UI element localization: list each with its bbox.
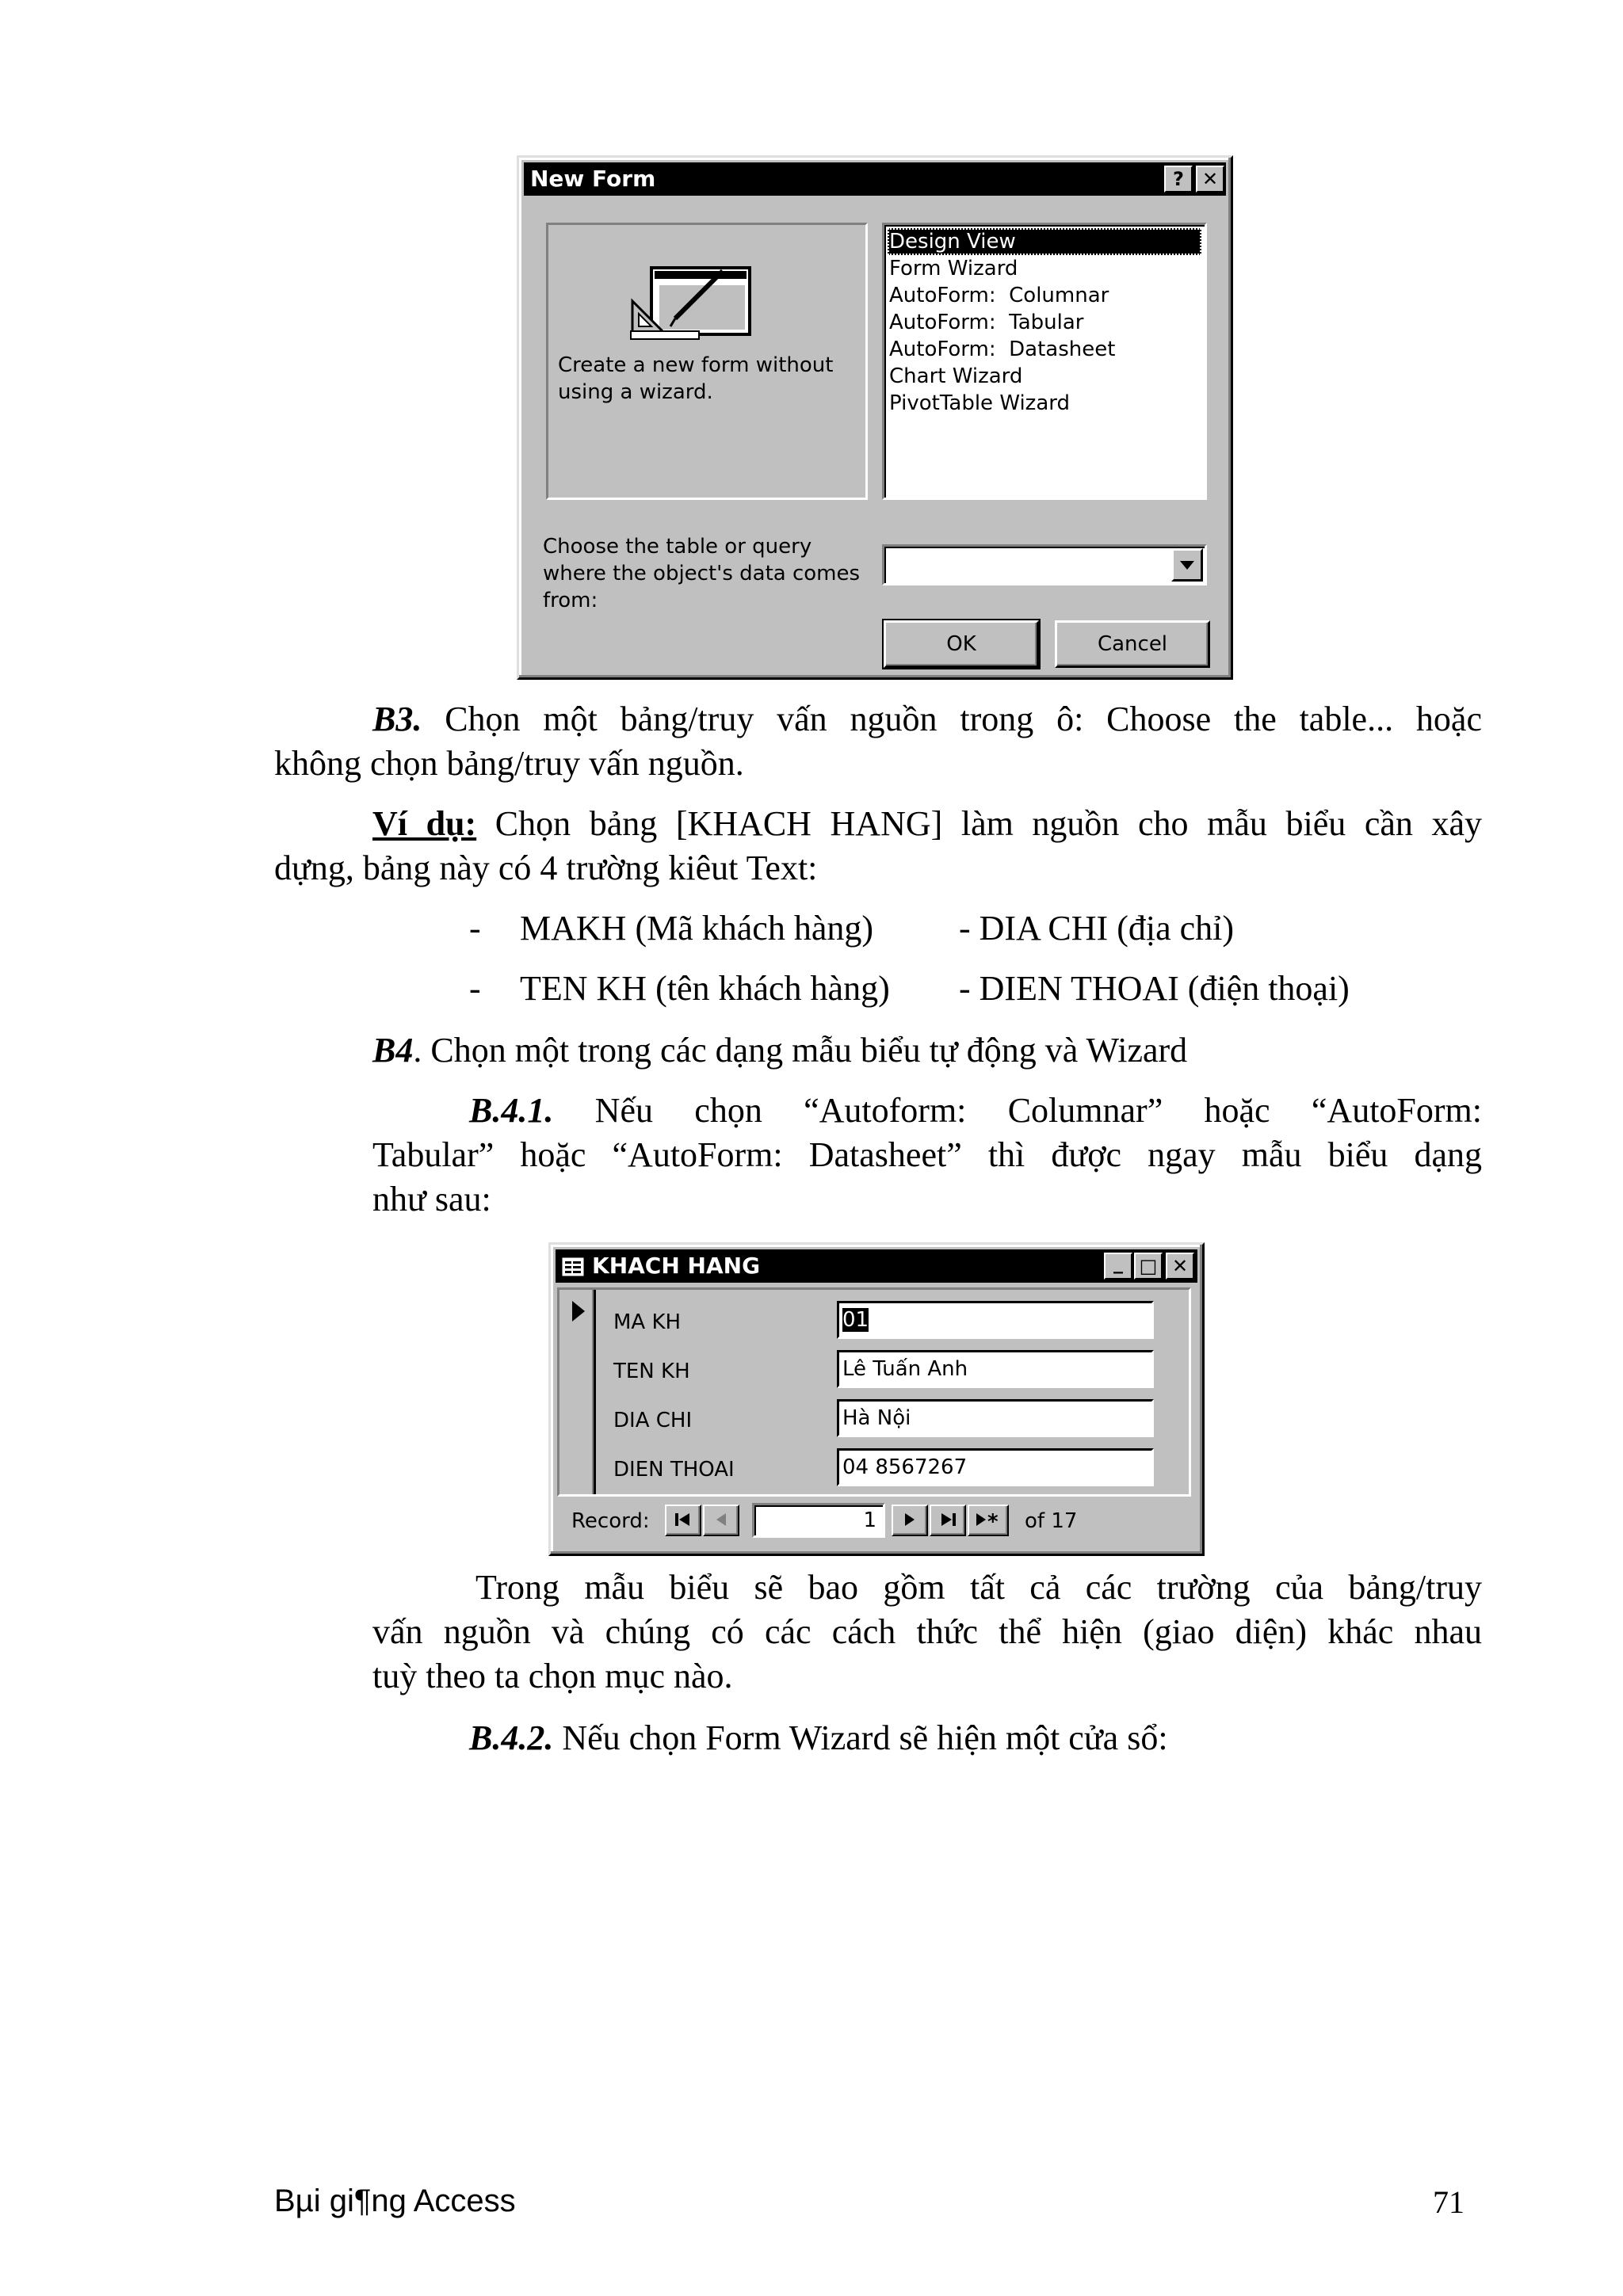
- b4-line: [372, 1028, 1482, 1073]
- minimize-button[interactable]: _: [1104, 1253, 1132, 1280]
- field-value: 01: [842, 1308, 869, 1332]
- record-total: of 17: [1025, 1509, 1078, 1533]
- record-number-value: 1: [863, 1508, 876, 1532]
- svg-text:*: *: [987, 1510, 999, 1533]
- b42-label: B.4.2.: [469, 1718, 554, 1757]
- field-textbox[interactable]: [837, 1448, 1154, 1486]
- next-record-icon: [894, 1506, 926, 1533]
- example-line1: [372, 802, 1482, 846]
- record-selector[interactable]: [559, 1290, 596, 1494]
- new-record-icon: [970, 1506, 1006, 1533]
- dialog-titlebar[interactable]: [524, 162, 1226, 196]
- field-textbox[interactable]: [837, 1399, 1154, 1437]
- after-form-line2: vấn nguồn và chúng có các cách thức thể hiện (giao diện) khác nhau: [372, 1612, 1482, 1651]
- field-row-2-right: - DIEN THOAI (điện thoại): [959, 969, 1350, 1008]
- source-combobox[interactable]: [882, 544, 1207, 585]
- last-record-icon: [932, 1506, 964, 1533]
- record-number-input[interactable]: [752, 1503, 885, 1538]
- example-text-1: Chọn bảng [KHACH HANG] làm nguồn cho mẫu biểu cần xây: [495, 804, 1483, 843]
- form-type-list[interactable]: [882, 223, 1207, 500]
- list-item[interactable]: AutoForm: Datasheet: [889, 338, 1116, 361]
- previous-record-icon: [705, 1506, 737, 1533]
- new-record-button[interactable]: [968, 1505, 1009, 1536]
- next-record-button[interactable]: [892, 1505, 928, 1536]
- field-textbox[interactable]: [837, 1350, 1154, 1388]
- chevron-down-icon[interactable]: [1171, 548, 1203, 582]
- field-label: DIA CHI: [613, 1409, 693, 1432]
- field-row-1-dash: -: [469, 909, 481, 948]
- list-item[interactable]: Chart Wizard: [889, 364, 1023, 388]
- record-navigation-bar: [557, 1500, 1191, 1544]
- b41-label: B.4.1.: [469, 1091, 554, 1130]
- b41-text-1: Nếu chọn “Autoform: Columnar” hoặc “AutoForm:: [594, 1091, 1482, 1130]
- after-form-line1: Trong mẫu biểu sẽ bao gồm tất cả các trường của bảng/truy: [475, 1568, 1482, 1607]
- last-record-button[interactable]: [930, 1505, 966, 1536]
- b3-text-1: Chọn một bảng/truy vấn nguồn trong ô: Choose the table... hoặc: [445, 700, 1482, 738]
- current-record-arrow-icon: [571, 1299, 586, 1323]
- b3-line2: không chọn bảng/truy vấn nguồn.: [274, 744, 744, 783]
- preview-description: Create a new form without using a wizard.: [558, 353, 834, 404]
- close-button[interactable]: ✕: [1166, 1253, 1194, 1280]
- first-record-button[interactable]: [665, 1505, 701, 1536]
- example-line2: dựng, bảng này có 4 trường kiêut Text:: [274, 849, 818, 887]
- b42-text: Nếu chọn Form Wizard sẽ hiện một cửa sổ:: [553, 1718, 1168, 1757]
- maximize-button[interactable]: □: [1134, 1253, 1163, 1280]
- field-label: DIEN THOAI: [613, 1458, 735, 1482]
- new-form-dialog: [517, 155, 1233, 680]
- b4-label: B4: [372, 1031, 414, 1070]
- after-form-line3: tuỳ theo ta chọn mục nào.: [372, 1657, 733, 1695]
- field-textbox[interactable]: [837, 1301, 1154, 1339]
- cancel-button[interactable]: [1055, 620, 1210, 668]
- help-button[interactable]: ?: [1164, 166, 1193, 193]
- page-number: 71: [1433, 2184, 1465, 2220]
- b4-text: . Chọn một trong các dạng mẫu biểu tự động và Wizard: [413, 1031, 1188, 1070]
- b3-line1: [372, 697, 1482, 742]
- field-row-2-left: TEN KH (tên khách hàng): [520, 969, 890, 1008]
- close-button[interactable]: ✕: [1196, 166, 1224, 193]
- form-icon: [562, 1257, 584, 1276]
- list-item[interactable]: Design View: [888, 228, 1201, 255]
- field-label: MA KH: [613, 1310, 682, 1334]
- source-label: Choose the table or query where the object's data comes from:: [543, 535, 861, 612]
- list-item[interactable]: AutoForm: Columnar: [889, 284, 1109, 307]
- form-type-list-items: [888, 228, 1201, 417]
- dialog-title: New Form: [530, 166, 656, 192]
- b41-line1: [469, 1089, 1482, 1133]
- b41-line3: như sau:: [372, 1180, 491, 1219]
- form-title: KHACH HANG: [592, 1253, 761, 1279]
- ok-button-label: OK: [946, 632, 976, 656]
- cancel-button-label: Cancel: [1097, 632, 1168, 656]
- b3-label: B3.: [372, 700, 422, 738]
- list-item[interactable]: Form Wizard: [889, 257, 1018, 280]
- b42-line: [469, 1716, 1482, 1760]
- preview-panel: [546, 223, 868, 500]
- design-view-icon: [628, 261, 754, 341]
- field-value: 04 8567267: [842, 1455, 968, 1479]
- field-row-1-right: - DIA CHI (địa chỉ): [959, 909, 1235, 948]
- example-label: Ví dụ:: [372, 804, 477, 843]
- record-label: Record:: [571, 1509, 650, 1533]
- field-row-2-dash: -: [469, 969, 481, 1008]
- list-item[interactable]: AutoForm: Tabular: [889, 311, 1084, 334]
- form-body: [557, 1287, 1191, 1497]
- footer-left: Bµi gi¶ng Access: [274, 2183, 516, 2218]
- field-value: Hà Nội: [842, 1406, 911, 1430]
- khach-hang-form-window: [548, 1242, 1205, 1556]
- form-titlebar[interactable]: [556, 1249, 1197, 1283]
- previous-record-button[interactable]: [703, 1505, 739, 1536]
- field-row-1-left: MAKH (Mã khách hàng): [520, 909, 873, 948]
- list-item[interactable]: PivotTable Wizard: [889, 391, 1070, 415]
- b41-line2: Tabular” hoặc “AutoForm: Datasheet” thì được ngay mẫu biểu dạng: [372, 1135, 1482, 1174]
- first-record-icon: [667, 1506, 699, 1533]
- field-value: Lê Tuấn Anh: [842, 1357, 968, 1381]
- field-label: TEN KH: [613, 1360, 690, 1383]
- ok-button[interactable]: [884, 620, 1039, 668]
